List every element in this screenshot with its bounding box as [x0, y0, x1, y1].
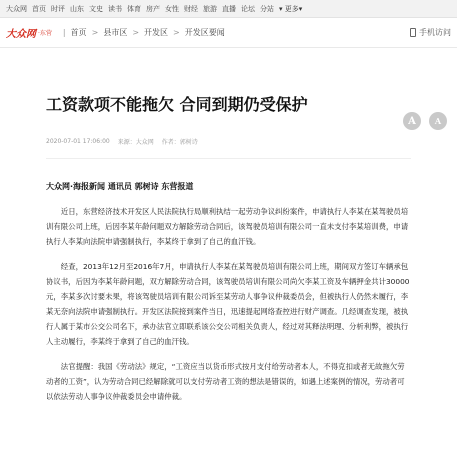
nav-link-branches[interactable]: 分站	[260, 4, 274, 13]
top-nav-bar	[0, 0, 457, 18]
article-date: 2020-07-01 17:06:00	[46, 138, 110, 145]
nav-link-home[interactable]: 首页	[32, 4, 46, 13]
nav-link-history[interactable]: 文史	[89, 4, 103, 13]
nav-link-women[interactable]: 女性	[165, 4, 179, 13]
breadcrumb-home[interactable]: 首页	[70, 28, 87, 37]
breadcrumb-separator: >	[173, 28, 180, 37]
breadcrumb-county[interactable]: 县市区	[103, 28, 128, 37]
nav-link-finance[interactable]: 财经	[184, 4, 198, 13]
article-paragraph: 经查，2013年12月至2016年7月，申请执行人李某在某驾驶员培训有限公司上班，期间双方签订车辆承包协议书，后因为李某年龄问题，双方解除劳动合同，该驾驶员培训有限公司尚欠李某工资及车辆押金共计30000元，李某多次讨要未果，将该驾驶员培训有限公司诉至某劳动人事争议仲裁委员会，但被执行人仍然未履行，李某无奈向法院申请强制执行。开发区法院接到案件当日，迅速提起网络查控进行财产调查。几经调查发现，被执行人属于某市公交公司名下，承办法官立即联系该公交公司相关负责人，经过对其释法明理、分析利弊，被执行人主动履行，李某终于拿到了自己的血汗钱。	[46, 262, 410, 346]
logo-text: 大众网	[6, 29, 36, 40]
font-decrease-button[interactable]: A	[429, 112, 447, 130]
breadcrumb-devzone-news[interactable]: 开发区要闻	[184, 28, 225, 37]
article-paragraph: 近日，东营经济技术开发区人民法院执行局顺利执结一起劳动争议纠纷案件，申请执行人李某在某驾驶员培训有限公司上班，后因李某年龄问题双方解除劳动合同后，该驾驶员培训有限公司一直未支付李某培训费，申请执行人李某向法院申请强制执行，李某终于拿到了自己的血汗钱。	[46, 207, 409, 246]
nav-link-realestate[interactable]: 房产	[146, 4, 160, 13]
site-header	[0, 18, 457, 48]
site-logo[interactable]	[6, 25, 52, 40]
nav-link-forum[interactable]: 论坛	[241, 4, 255, 13]
phone-icon	[410, 28, 416, 37]
mobile-access-link[interactable]	[410, 27, 451, 38]
nav-link-more[interactable]: ▾ 更多▾	[279, 4, 303, 13]
breadcrumb-separator: |	[62, 28, 66, 37]
breadcrumb-separator: >	[91, 28, 99, 37]
breadcrumb-separator: >	[132, 28, 140, 37]
article-body	[0, 181, 457, 404]
article-source: 来源：大众网	[117, 139, 154, 146]
nav-link-commentary[interactable]: 时评	[51, 4, 65, 13]
article-meta	[0, 137, 457, 146]
breadcrumb-devzone[interactable]: 开发区	[144, 28, 169, 37]
font-size-controls	[395, 112, 447, 130]
logo-subtitle: ·东营	[38, 30, 52, 37]
nav-link-live[interactable]: 直播	[222, 4, 236, 13]
nav-link-sports[interactable]: 体育	[127, 4, 141, 13]
article-paragraph: 法官提醒：我国《劳动法》规定，“工资应当以货币形式按月支付给劳动者本人，不得克扣或者无故拖欠劳动者的工资”，认为劳动合同已经解除就可以支付劳动者工资的想法是错误的，如遇上述案例的情况，劳动者可以依法劳动人事争议仲裁委员会申请仲裁。	[46, 362, 405, 401]
font-increase-button[interactable]: A	[403, 112, 421, 130]
article-lead: 大众网·海报新闻 通讯员 郭树诗 东营报道	[46, 182, 194, 191]
nav-link-dazhong[interactable]: 大众网	[6, 4, 27, 13]
article-title: 工资款项不能拖欠 合同到期仍受保护	[46, 95, 308, 114]
nav-link-shandong[interactable]: 山东	[70, 4, 84, 13]
nav-link-travel[interactable]: 旅游	[203, 4, 217, 13]
title-divider	[46, 158, 411, 159]
nav-link-reading[interactable]: 读书	[108, 4, 122, 13]
article-author: 作者：郭树诗	[161, 139, 198, 146]
mobile-access-label: 手机访问	[419, 28, 451, 37]
